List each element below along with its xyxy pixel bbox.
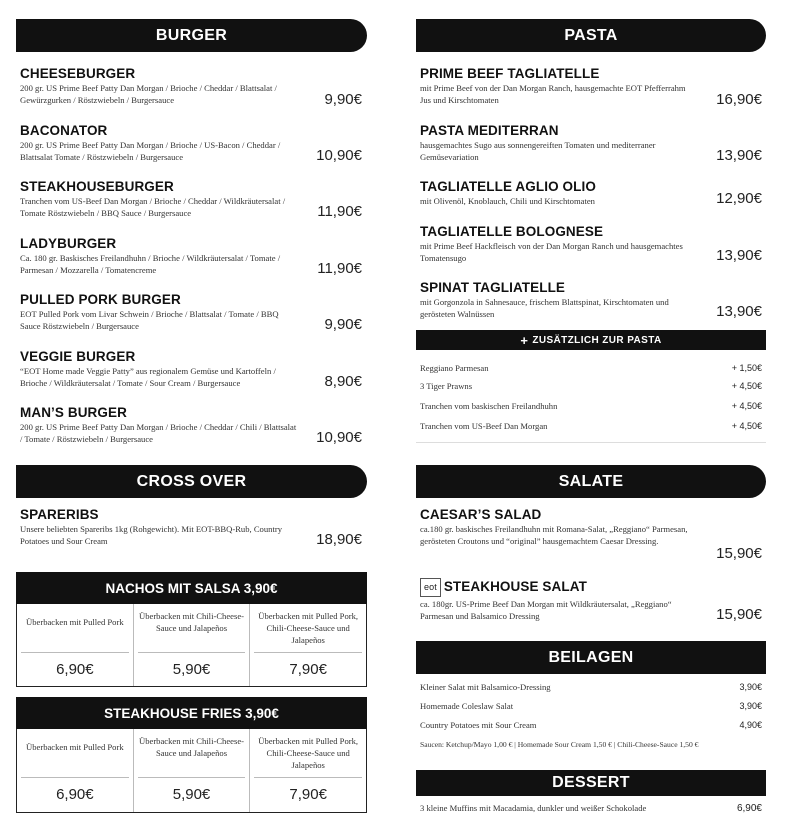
item-desc: EOT Pulled Pork vom Livar Schwein / Brioche / Blattsalat / Tomate / BBQ Sauce Röstzwiebeln / Burgersauce [20, 309, 279, 331]
item-price: 8,90€ [324, 373, 362, 390]
item-name: PULLED PORK BURGER [20, 292, 181, 307]
dessert-price: 6,90€ [736, 803, 762, 814]
option-desc: Überbacken mit Pulled Pork, Chili-Cheese-Sauce und Jalapeños [258, 736, 359, 770]
item-name: SPARERIBS [20, 507, 99, 522]
item-price: 9,90€ [324, 316, 362, 333]
item-price: 10,90€ [316, 429, 362, 446]
item-price: 13,90€ [716, 303, 762, 320]
nachos-box [16, 572, 367, 687]
item-name: VEGGIE BURGER [20, 349, 136, 364]
beilage-name: Kleiner Salat mit Balsamico-Dressing [420, 682, 551, 692]
addon-name: Tranchen vom baskischen Freilandhuhn [420, 401, 558, 411]
addon-name: Tranchen vom US-Beef Dan Morgan [420, 421, 548, 431]
addon-row [420, 401, 762, 411]
item-name: PASTA MEDITERRAN [420, 123, 559, 138]
addon-price: + 4,50€ [731, 401, 762, 411]
item-price: 12,90€ [716, 190, 762, 207]
item-name: TAGLIATELLE BOLOGNESE [420, 224, 604, 239]
menu-item [420, 123, 690, 163]
crossover-header [16, 465, 367, 498]
item-price: 9,90€ [324, 91, 362, 108]
menu-item [420, 280, 690, 320]
menu-item [20, 179, 300, 219]
dessert-name: 3 kleine Muffins mit Macadamia, dunkler und weißer Schokolade [420, 803, 647, 813]
item-price: 11,90€ [317, 203, 362, 220]
sauces-line: Saucen: Ketchup/Mayo 1,00 € | Homemade Sour Cream 1,50 € | Chili-Cheese-Sauce 1,50 € [420, 740, 699, 749]
menu-item [20, 405, 300, 445]
menu-item [420, 578, 700, 622]
plus-icon: + [520, 332, 529, 348]
item-desc: hausgemachtes Sugo aus sonnengereiften Tomaten und mediterraner Gemüsevariation [420, 140, 656, 162]
item-price: 18,90€ [316, 531, 362, 548]
addon-price: + 4,50€ [731, 381, 762, 391]
menu-item [420, 179, 690, 207]
menu-item [20, 236, 300, 276]
item-desc: 200 gr. US Prime Beef Patty Dan Morgan / Brioche / US-Bacon / Cheddar / Blattsalat Tomate / Röstzwiebeln / Burgersauce [20, 140, 281, 162]
cell-divider [254, 777, 362, 778]
salate-header [416, 465, 766, 498]
addon-name: 3 Tiger Prawns [420, 381, 473, 391]
cell-divider [138, 777, 246, 778]
item-desc: ca. 180gr. US-Prime Beef Dan Morgan mit Wildkräutersalat, „Reggiano“ Parmesan und Balsamico Dressing [420, 599, 672, 621]
addon-row [420, 363, 762, 373]
item-desc: 200 gr. US Prime Beef Patty Dan Morgan / Brioche / Cheddar / Chili / Blattsalat / Tomate / Röstzwiebeln / Burgersauce [20, 422, 297, 444]
beilagen-title: BEILAGEN [548, 648, 634, 666]
item-name: TAGLIATELLE AGLIO OLIO [420, 179, 596, 194]
item-name: CHEESEBURGER [20, 66, 136, 81]
item-name: STEAKHOUSEBURGER [20, 179, 174, 194]
nachos-option [133, 604, 250, 686]
item-price: 13,90€ [716, 147, 762, 164]
menu-item [20, 123, 300, 163]
fries-option [17, 729, 133, 812]
nachos-option [17, 604, 133, 686]
pasta-title: PASTA [564, 26, 618, 44]
item-name-text: STEAKHOUSE SALAT [443, 579, 587, 594]
fries-option [133, 729, 250, 812]
option-price: 7,90€ [289, 661, 327, 678]
option-price: 6,90€ [56, 786, 94, 803]
option-desc: Überbacken mit Chili-Cheese-Sauce und Jalapeños [139, 736, 245, 758]
item-price: 11,90€ [317, 260, 362, 277]
menu-item [420, 507, 700, 547]
item-desc: mit Olivenöl, Knoblauch, Chili und Kirschtomaten [420, 196, 595, 206]
option-price: 7,90€ [289, 786, 327, 803]
dessert-header [416, 770, 766, 796]
item-name: PRIME BEEF TAGLIATELLE [420, 66, 600, 81]
fries-title: STEAKHOUSE FRIES 3,90€ [16, 697, 367, 729]
beilage-name: Country Potatoes mit Sour Cream [420, 720, 537, 730]
item-price: 13,90€ [716, 247, 762, 264]
beilage-price: 3,90€ [739, 701, 762, 711]
salate-title: SALATE [558, 472, 624, 490]
item-desc: mit Prime Beef von der Dan Morgan Ranch, hausgemachte EOT Pfefferrahm Jus und Kirschtomaten [420, 83, 686, 105]
beilagen-header [416, 641, 766, 674]
crossover-title: CROSS OVER [136, 472, 247, 490]
eot-logo: eot [420, 578, 441, 597]
menu-item [20, 507, 290, 547]
item-name: SPINAT TAGLIATELLE [420, 280, 566, 295]
addon-name: Reggiano Parmesan [420, 363, 489, 373]
beilage-price: 4,90€ [739, 720, 762, 730]
menu-item [420, 66, 690, 106]
menu-item [20, 66, 300, 106]
option-desc: Überbacken mit Chili-Cheese-Sauce und Jalapeños [139, 611, 245, 633]
nachos-option [249, 604, 366, 686]
item-name: LADYBURGER [20, 236, 117, 251]
beilage-row [420, 701, 762, 711]
item-price: 10,90€ [316, 147, 362, 164]
pasta-header [416, 19, 766, 52]
item-price: 16,90€ [716, 91, 762, 108]
cell-divider [138, 652, 246, 653]
addon-title: ZUSÄTZLICH ZUR PASTA [532, 334, 662, 346]
item-price: 15,90€ [716, 606, 762, 623]
addon-row [420, 421, 762, 431]
dessert-row [420, 803, 762, 814]
item-desc: Ca. 180 gr. Baskisches Freilandhuhn / Brioche / Wildkräutersalat / Tomate / Parmesan / Mozzarella / Tomatencreme [20, 253, 281, 275]
beilage-row [420, 720, 762, 730]
beilage-name: Homemade Coleslaw Salat [420, 701, 514, 711]
item-desc: 200 gr. US Prime Beef Patty Dan Morgan / Brioche / Cheddar / Blattsalat / Gewürzgurken / Röstzwiebeln / Burgersauce [20, 83, 277, 105]
option-price: 5,90€ [172, 661, 211, 678]
addon-price: + 1,50€ [731, 363, 762, 373]
item-desc: mit Prime Beef Hackfleisch von der Dan Morgan Ranch und hausgemachtes Tomatensugo [420, 241, 683, 263]
item-desc: ca.180 gr. baskisches Freilandhuhn mit Romana-Salat, „Reggiano“ Parmesan, gerösteten Croutons und “original” hausgemachtem Caesar Dressing. [420, 524, 688, 546]
item-price: 15,90€ [716, 545, 762, 562]
item-desc: Tranchen vom US-Beef Dan Morgan / Brioche / Cheddar / Wildkräutersalat / Tomate Röstzwiebeln / BBQ Sauce / Burgersauce [20, 196, 286, 218]
addon-price: + 4,50€ [731, 421, 762, 431]
item-name: BACONATOR [20, 123, 108, 138]
fries-option [249, 729, 366, 812]
item-name: MAN’S BURGER [20, 405, 127, 420]
option-desc: Überbacken mit Pulled Pork [26, 617, 124, 627]
option-desc: Überbacken mit Pulled Pork [26, 742, 124, 752]
item-name: CAESAR’S SALAD [420, 507, 542, 522]
item-desc: Unsere beliebten Spareribs 1kg (Rohgewicht). Mit EOT-BBQ-Rub, Country Potatoes und Sour Cream [20, 524, 282, 546]
addon-row [420, 381, 762, 391]
section-divider [416, 442, 766, 443]
item-name [420, 578, 700, 597]
beilage-price: 3,90€ [739, 682, 762, 692]
menu-item [20, 349, 300, 389]
menu-item [420, 224, 690, 264]
fries-box [16, 697, 367, 813]
cell-divider [254, 652, 362, 653]
item-desc: “EOT Home made Veggie Patty” aus regionalem Gemüse und Kartoffeln / Brioche / Wildkräutersalat / Tomate / Sour Cream / Burgersauce [20, 366, 276, 388]
item-desc: mit Gorgonzola in Sahnesauce, frischem Blattspinat, Kirschtomaten und gerösteten Walnüssen [420, 297, 669, 319]
burger-header [16, 19, 367, 52]
beilage-row [420, 682, 762, 692]
option-desc: Überbacken mit Pulled Pork, Chili-Cheese-Sauce und Jalapeños [258, 611, 359, 645]
dessert-title: DESSERT [552, 774, 630, 791]
burger-title: BURGER [155, 26, 228, 44]
option-price: 5,90€ [172, 786, 211, 803]
menu-item [20, 292, 300, 332]
nachos-title: NACHOS MIT SALSA 3,90€ [16, 572, 367, 604]
cell-divider [21, 777, 129, 778]
cell-divider [21, 652, 129, 653]
option-price: 6,90€ [56, 661, 94, 678]
pasta-addon-header [416, 330, 766, 350]
